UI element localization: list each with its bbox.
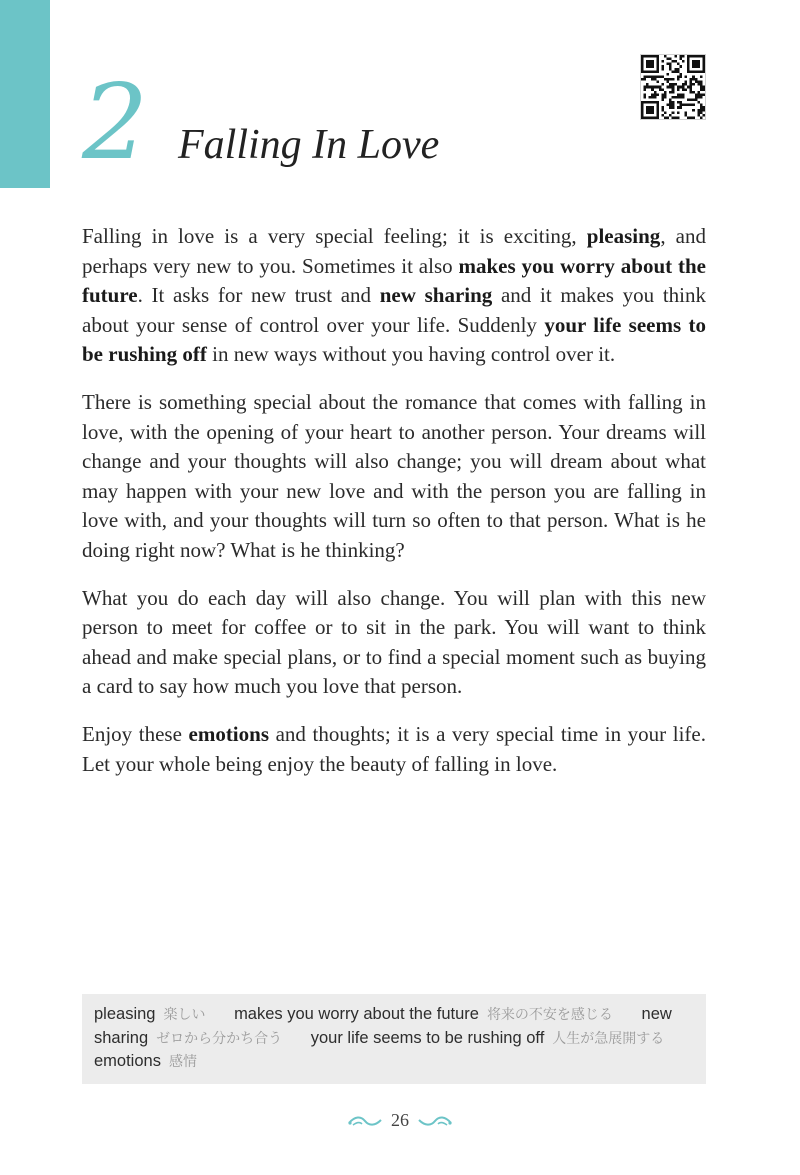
glossary-box [82,994,706,1084]
text-segment: and thoughts; it is a very special time in your life. Let your whole being enjoy the beauty of falling in love. [82,721,707,776]
glossary-term: makes you worry about the future [234,1005,479,1023]
key-phrase: emotions [188,721,269,746]
body-paragraph [82,720,706,779]
body-text [82,222,706,797]
glossary-term: your life seems to be rushing off [310,1028,545,1047]
chapter-number: 2 [82,61,149,183]
glossary-term: pleasing [94,1005,156,1023]
text-segment: and it makes you think about your sense of control over your life. Suddenly [82,283,707,337]
body-paragraph [82,388,706,566]
page-number: 26 [391,1110,409,1130]
text-segment: , and perhaps very new to you. Sometimes it also [82,224,706,278]
glossary-translation: 楽しい [163,1006,206,1022]
body-paragraph [82,222,706,370]
glossary-translation: ゼロから分かち合う [156,1029,283,1046]
glossary-entry [94,1052,197,1070]
chapter-color-tab [0,0,50,188]
text-segment: What you do each day will also change. You will plan with this new person to meet for coffee or to sit in the park. You will want to think ahead and make special plans, or to find a special moment such as buying a card to say how much you love that person. [82,585,706,699]
text-segment: Falling in love is a very special feeling; it is exciting, [82,224,587,248]
text-segment: . It asks for new trust and [137,283,380,308]
key-phrase: new sharing [379,283,493,308]
glossary-entry [94,1005,205,1023]
swirl-ornament-icon [417,1114,453,1128]
glossary-term: new sharing [94,1005,672,1047]
page-footer [0,1110,800,1133]
glossary-translation: 人生が急展開する [552,1029,665,1046]
text-segment: Enjoy these [82,721,189,746]
glossary-entry [311,1029,665,1047]
glossary-translation: 感情 [168,1053,197,1069]
glossary-translation: 将来の不安を感じる [486,1006,613,1022]
glossary-entry [234,1005,613,1023]
key-phrase: your life seems to be rushing off [82,312,706,367]
key-phrase: makes you worry about the future [82,253,706,308]
glossary-term: emotions [94,1052,161,1070]
swirl-ornament-icon [347,1114,383,1128]
qr-code-icon [640,54,706,120]
key-phrase: pleasing [586,224,661,248]
text-segment: There is something special about the romance that comes with falling in love, with the opening of your heart to another person. Your dreams will change and your thoughts will also change; you will dream about what may happen with your new love and with the person you are falling in love with, and your thoughts will turn so often to that person. What is he doing right now? What is he thinking? [82,389,706,562]
chapter-title: Falling In Love [178,122,440,168]
text-segment: in new ways without you having control over it. [206,342,616,367]
body-paragraph [82,584,706,702]
